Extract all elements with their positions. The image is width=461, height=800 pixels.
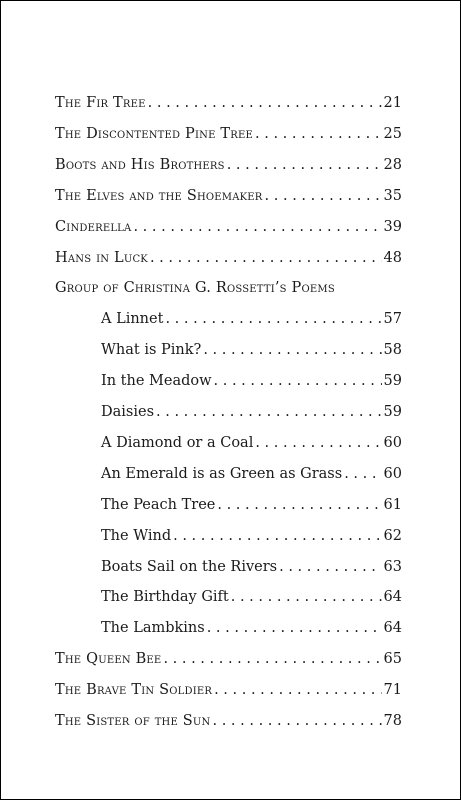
toc-subentry <box>101 462 402 486</box>
toc-entry-page: 59 <box>383 404 402 420</box>
toc-entry-title: The Queen Bee <box>55 651 162 668</box>
toc-subentry <box>101 555 402 579</box>
dot-leader <box>227 153 382 177</box>
dot-leader <box>173 524 381 548</box>
toc-entry-title: The Discontented Pine Tree <box>55 125 254 142</box>
dot-leader <box>156 400 382 424</box>
toc-entry-title: The Fir Tree <box>55 95 146 111</box>
dot-leader <box>203 338 381 362</box>
toc-subentry <box>101 400 402 424</box>
toc-entry-page: 35 <box>383 187 402 204</box>
toc-entry-title: The Wind <box>101 527 172 544</box>
toc-entry-page: 63 <box>383 558 402 575</box>
toc-group-heading <box>55 276 402 300</box>
toc-subentry <box>101 431 402 455</box>
toc-entry-page: 64 <box>383 589 402 606</box>
toc-entry-page: 57 <box>383 311 402 328</box>
toc-subentry <box>101 524 402 548</box>
dot-leader <box>207 616 382 640</box>
toc-entry-page: 60 <box>383 465 402 482</box>
toc-entry-title: The Sister of the Sun <box>55 713 211 729</box>
dot-leader <box>214 678 381 702</box>
toc-entry-title: A Linnet <box>101 311 164 328</box>
toc-entry-title: Boats Sail on the Rivers <box>101 558 278 575</box>
toc-entry-page: 48 <box>383 249 402 266</box>
toc-entry <box>55 246 402 270</box>
toc-entry-title: A Diamond or a Coal <box>101 434 254 451</box>
toc-entry-title: The Peach Tree <box>101 496 216 513</box>
dot-leader <box>213 709 382 733</box>
dot-leader <box>133 215 381 239</box>
dot-leader <box>148 91 382 115</box>
toc-entry-page: 58 <box>383 342 402 359</box>
toc-entry-title: Group of Christina G. Rossetti’s Poems <box>55 280 335 297</box>
toc-entry <box>55 215 402 239</box>
toc-subentry <box>101 338 402 362</box>
toc-entry-page: 71 <box>383 682 402 699</box>
toc-entry <box>55 91 402 115</box>
toc-entry <box>55 153 402 177</box>
toc-entry-title: An Emerald is as Green as Grass <box>101 465 343 482</box>
toc-entry-page: 61 <box>383 496 402 513</box>
toc-entry-page: 65 <box>383 651 402 668</box>
toc-subentry <box>101 493 402 517</box>
toc-entry <box>55 184 402 208</box>
dot-leader <box>150 246 382 270</box>
toc-entry-title: The Lambkins <box>101 620 205 637</box>
toc-entry-title: Daisies <box>101 404 155 420</box>
toc-entry-title: In the Meadow <box>101 373 212 390</box>
toc-entry-page: 62 <box>383 527 402 544</box>
toc-entry <box>55 678 402 702</box>
dot-leader <box>165 307 381 331</box>
toc-entry <box>55 122 402 146</box>
toc-entry <box>55 647 402 671</box>
toc-entry-title: Boots and His Brothers <box>55 156 225 173</box>
dot-leader <box>279 555 381 579</box>
dot-leader <box>163 647 381 671</box>
toc-entry-page: 78 <box>383 713 402 729</box>
dot-leader <box>344 462 381 486</box>
toc-entry-page: 60 <box>383 434 402 451</box>
toc-entry <box>55 709 402 733</box>
toc-subentry <box>101 369 402 393</box>
toc-entry-page: 39 <box>383 218 402 235</box>
dot-leader <box>255 122 382 146</box>
dot-leader <box>255 431 381 455</box>
toc-subentry <box>101 616 402 640</box>
dot-leader <box>217 493 381 517</box>
toc-entry-title: The Birthday Gift <box>101 589 229 606</box>
toc-subentry <box>101 585 402 609</box>
toc-entry-page: 21 <box>383 95 402 111</box>
toc-entry-page: 59 <box>383 373 402 390</box>
toc-entry-page: 25 <box>383 125 402 142</box>
toc-entry-title: The Brave Tin Soldier <box>55 682 213 699</box>
dot-leader <box>214 369 382 393</box>
toc-entry-title: The Elves and the Shoemaker <box>55 187 263 204</box>
toc-entry-page: 64 <box>383 620 402 637</box>
toc-entry-title: Hans in Luck <box>55 249 148 266</box>
toc-entry-title: Cinderella <box>55 218 132 235</box>
toc-entry-title: What is Pink? <box>101 342 202 359</box>
toc-subentry <box>101 307 402 331</box>
toc-entry-page: 28 <box>383 156 402 173</box>
dot-leader <box>265 184 382 208</box>
dot-leader <box>231 585 382 609</box>
